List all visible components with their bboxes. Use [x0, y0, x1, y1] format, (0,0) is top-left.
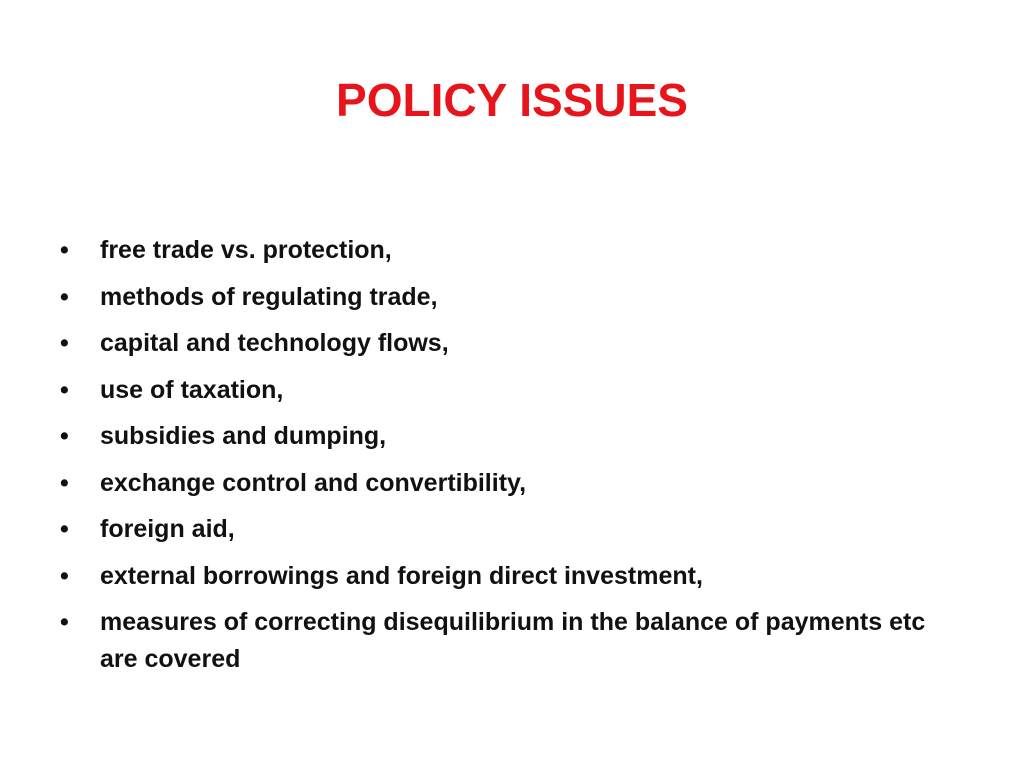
bullet-icon: • — [60, 236, 69, 264]
bullet-icon: • — [60, 515, 69, 543]
bullet-icon: • — [60, 282, 69, 311]
bullet-list — [55, 232, 965, 678]
list-item — [55, 418, 965, 455]
bullet-icon: • — [60, 561, 69, 590]
list-item — [55, 465, 965, 502]
bullet-icon: • — [60, 468, 69, 497]
list-item-text: free trade vs. protection, — [100, 236, 392, 264]
list-item-text: foreign aid, — [100, 515, 235, 543]
list-item-text: subsidies and dumping, — [100, 422, 387, 450]
bullet-icon: • — [60, 608, 69, 636]
list-item-text: external borrowings and foreign direct investment, — [100, 561, 703, 590]
list-item-text: measures of correcting disequilibrium in the balance of payments etc are covered — [100, 608, 926, 673]
list-item-text: methods of regulating trade, — [100, 282, 438, 311]
list-item-text: exchange control and convertibility, — [100, 468, 527, 497]
bullet-icon: • — [60, 422, 69, 450]
list-item — [55, 604, 965, 678]
bullet-icon: • — [60, 375, 69, 404]
list-item — [55, 511, 965, 548]
list-item-text: use of taxation, — [100, 375, 284, 404]
list-item — [55, 558, 965, 595]
list-item — [55, 279, 965, 316]
list-item — [55, 232, 965, 269]
slide-title: POLICY ISSUES — [336, 74, 688, 126]
bullet-icon: • — [60, 329, 69, 357]
list-item — [55, 372, 965, 409]
list-item — [55, 325, 965, 362]
list-item-text: capital and technology flows, — [100, 329, 449, 357]
